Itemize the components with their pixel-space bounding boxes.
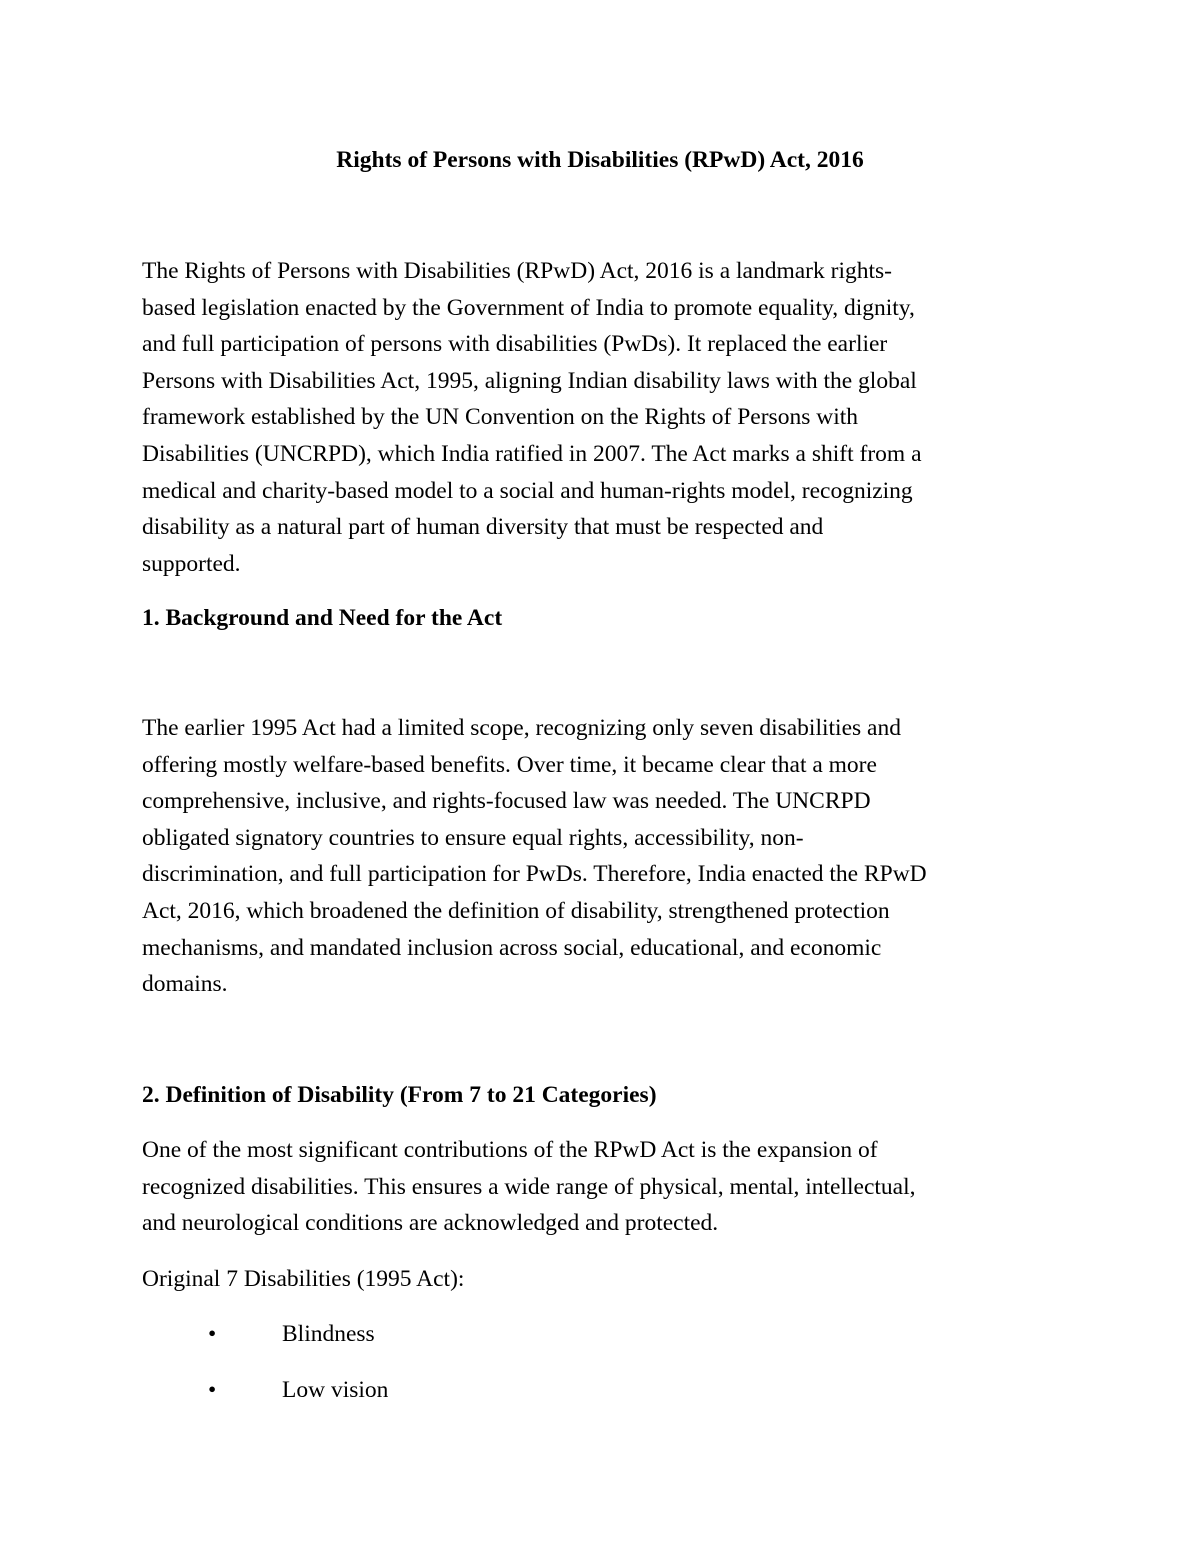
- intro-line: Disabilities (UNCRPD), which India ratified in 2007. The Act marks a shift from a: [142, 440, 922, 467]
- section-2-line: and neurological conditions are acknowledged and protected.: [142, 1210, 719, 1237]
- section-2-line: recognized disabilities. This ensures a wide range of physical, mental, intellectual,: [142, 1173, 916, 1200]
- list-intro: Original 7 Disabilities (1995 Act):: [142, 1266, 465, 1292]
- intro-line: The Rights of Persons with Disabilities (RPwD) Act, 2016 is a landmark rights-: [142, 258, 892, 284]
- section-1-heading: [142, 603, 1062, 633]
- section-2-paragraph: [142, 1132, 1062, 1242]
- list-item-text: Low vision: [282, 1377, 389, 1403]
- section-1-line: offering mostly welfare-based benefits. Over time, it became clear that a more: [142, 751, 877, 778]
- section-2-heading-tail: ): [648, 1082, 657, 1108]
- section-1-line: Act, 2016, which broadened the definition of disability, strengthened protection: [142, 897, 890, 924]
- bullet-icon: •: [208, 1377, 217, 1403]
- intro-line: based legislation enacted by the Government of India to promote equality, dignity,: [142, 294, 915, 321]
- section-1-line: comprehensive, inclusive, and rights-focused law was needed. The UNCRPD: [142, 788, 871, 815]
- section-1-line: mechanisms, and mandated inclusion across social, educational, and economic: [142, 934, 882, 961]
- intro-line: Persons with Disabilities Act, 1995, aligning Indian disability laws with the global: [142, 367, 917, 394]
- intro-paragraph: [142, 253, 1062, 582]
- intro-line: disability as a natural part of human diversity that must be respected and: [142, 514, 824, 541]
- intro-line: and full participation of persons with disabilities (PwDs). It replaced the earlier: [142, 331, 888, 358]
- intro-line: framework established by the UN Convention on the Rights of Persons with: [142, 404, 859, 431]
- section-2-line: One of the most significant contributions of the RPwD Act is the expansion of: [142, 1137, 878, 1163]
- section-2-heading-text: 2. Definition of Disability (From 7 to 21 Categories: [142, 1082, 649, 1108]
- section-1-line: discrimination, and full participation for PwDs. Therefore, India enacted the RPwD: [142, 861, 927, 888]
- list-item-text: Blindness: [282, 1321, 375, 1347]
- section-1-line: obligated signatory countries to ensure equal rights, accessibility, non-: [142, 824, 804, 851]
- section-1-paragraph: [142, 710, 1062, 1003]
- section-1-line: domains.: [142, 971, 228, 998]
- intro-line: supported.: [142, 550, 241, 577]
- section-1-heading-text: 1. Background and Need for the Act: [142, 605, 503, 631]
- section-2-heading: [142, 1080, 1062, 1110]
- document-title: Rights of Persons with Disabilities (RPwD) Act, 2016: [336, 147, 864, 173]
- bullet-icon: •: [208, 1321, 217, 1347]
- section-1-line: The earlier 1995 Act had a limited scope, recognizing only seven disabilities and: [142, 715, 901, 741]
- list-item: [142, 1319, 1062, 1349]
- list-item: [142, 1375, 1062, 1405]
- intro-line: medical and charity-based model to a social and human-rights model, recognizing: [142, 477, 913, 504]
